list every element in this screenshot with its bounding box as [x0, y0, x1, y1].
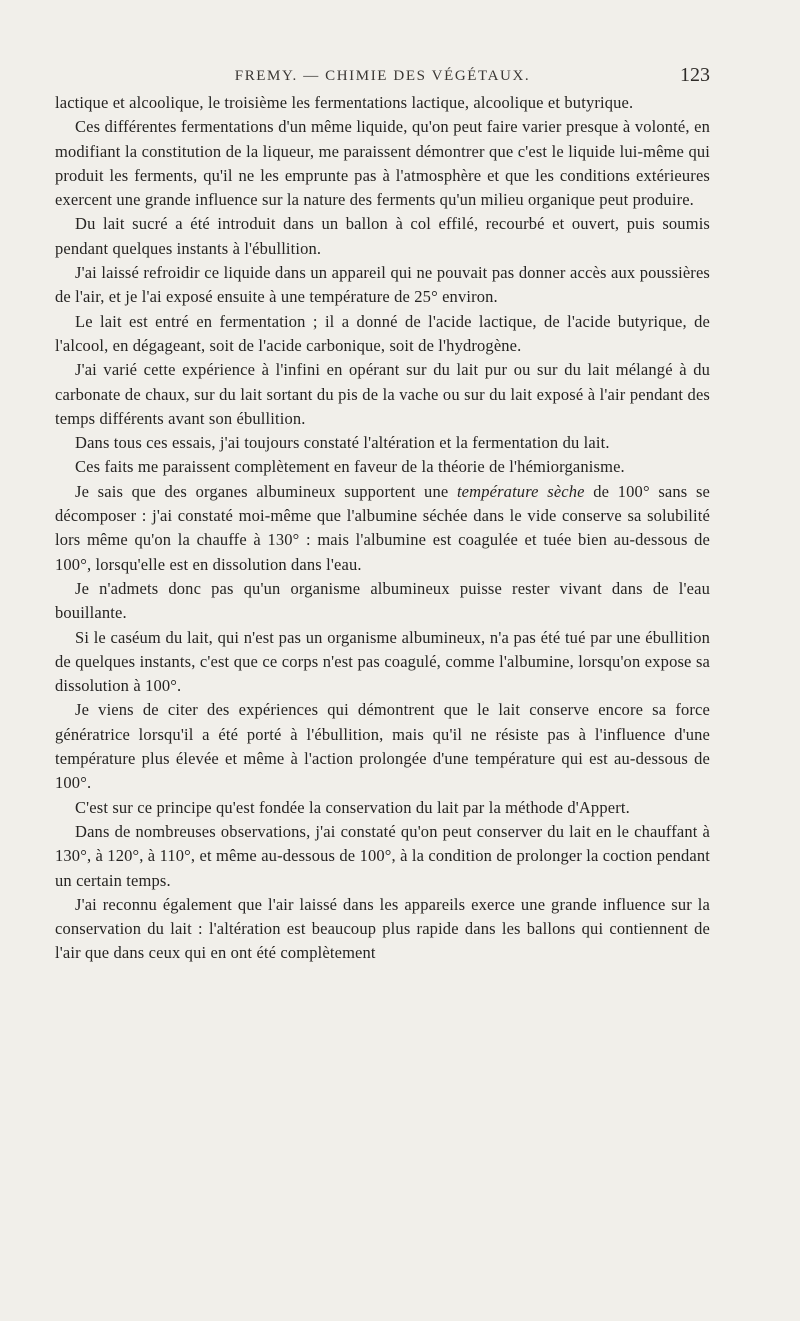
- paragraph-10: Je n'admets donc pas qu'un organisme albumineux puisse rester vivant dans de l'eau bouillante.: [55, 578, 710, 623]
- running-head: [55, 62, 710, 90]
- paragraph-6: J'ai varié cette expérience à l'infini en opérant sur du lait pur ou sur du lait mélangé à du carbonate de chaux, sur du lait sortant du pis de la vache ou sur du lait exposé à l'air pendant des temps différents avant son ébullition.: [55, 360, 710, 428]
- running-title: FREMY. — CHIMIE DES VÉGÉTAUX.: [234, 68, 531, 84]
- paragraph-9-start: Je sais que des organes albumineux supportent une: [75, 481, 457, 501]
- paragraph-9-end: de 100° sans se décomposer : j'ai constaté moi-même que l'albumine séchée dans le vide conserve sa solubilité lors même qu'on la chauffe à 130° : mais l'albumine est coagulée et tuée bien au-dessous de 100°, lorsqu'elle est en dissolution dans l'eau.: [55, 481, 711, 574]
- paragraph-5: Le lait est entré en fermentation ; il a donné de l'acide lactique, de l'acide butyrique, de l'alcool, en dégageant, soit de l'acide carbonique, soit de l'hydrogène.: [55, 311, 710, 355]
- paragraph-11: Si le caséum du lait, qui n'est pas un organisme albumineux, n'a pas été tué par une ébullition de quelques instants, c'est que ce corps n'est pas coagulé, comme l'albumine, lorsqu'on expose sa dissolution à 100°.: [55, 627, 710, 696]
- paragraph-14: Dans de nombreuses observations, j'ai constaté qu'on peut conserver du lait en le chauffant à 130°, à 120°, à 110°, et même au-dessous de 100°, à la condition de prolonger la coction pendant un certain temps.: [55, 821, 710, 890]
- paragraph-7: Dans tous ces essais, j'ai toujours constaté l'altération et la fermentation du lait.: [75, 433, 610, 453]
- paragraph-8: Ces faits me paraissent complètement en faveur de la théorie de l'hémiorganisme.: [75, 457, 625, 477]
- page-number: 123: [680, 64, 710, 86]
- paragraph-4: J'ai laissé refroidir ce liquide dans un appareil qui ne pouvait pas donner accès aux poussières de l'air, et je l'ai exposé ensuite à une température de 25° environ.: [55, 263, 710, 307]
- paragraph-3: Du lait sucré a été introduit dans un ballon à col effilé, recourbé et ouvert, puis soumis pendant quelques instants à l'ébullition.: [55, 214, 710, 258]
- paragraph-15: J'ai reconnu également que l'air laissé dans les appareils exerce une grande influence sur la conservation du lait : l'altération est beaucoup plus rapide dans les ballons qui contiennent de l'air que dans ceux qui en ont été complètement: [55, 894, 710, 963]
- body-text: [55, 91, 710, 966]
- paragraph-12: Je viens de citer des expériences qui démontrent que le lait conserve encore sa force génératrice lorsqu'il a été porté à l'ébullition, mais qu'il ne résiste pas à l'influence d'une température plus élevée et même à l'action prolongée d'une température qui est au-dessous de 100°.: [55, 700, 710, 793]
- paragraph-9: [55, 480, 710, 577]
- paragraph-13: C'est sur ce principe qu'est fondée la conservation du lait par la méthode d'Appert.: [75, 797, 630, 817]
- italic-phrase: température sèche: [456, 481, 585, 501]
- paragraph-1: lactique et alcoolique, le troisième les fermentations lactique, alcoolique et butyrique.: [55, 93, 634, 112]
- paragraph-2: Ces différentes fermentations d'un même liquide, qu'on peut faire varier presque à volonté, en modifiant la constitution de la liqueur, me paraissent démontrer que c'est le liquide lui-même qui produit les ferments, qu'il ne les emprunte pas à l'atmosphère et que les conditions extérieures exercent une grande influence sur la nature des ferments qu'un milieu organique peut produire.: [55, 117, 710, 210]
